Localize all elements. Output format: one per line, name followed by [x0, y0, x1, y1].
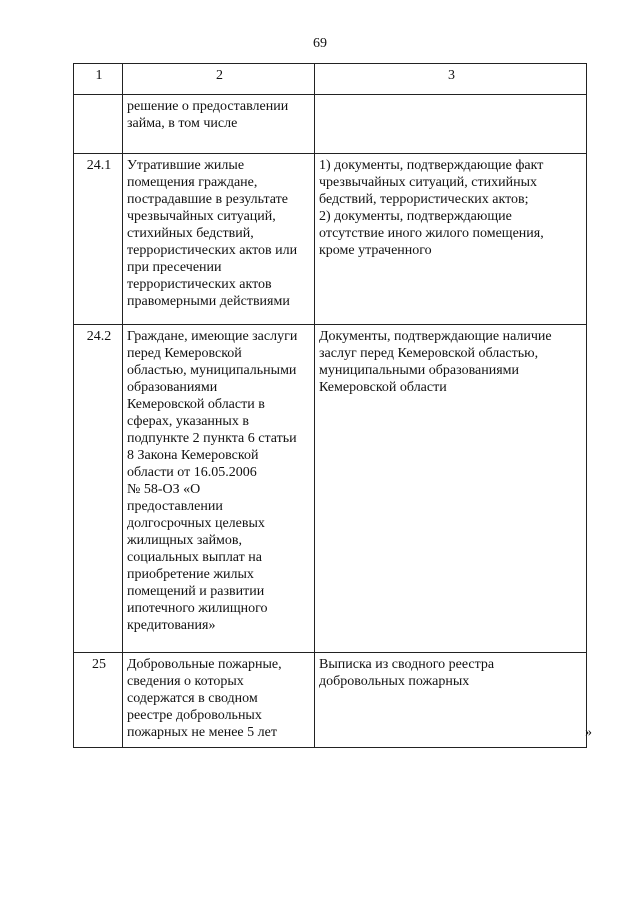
text-line: помещения граждане, [127, 175, 258, 190]
text-line: сферах, указанных в [127, 414, 249, 429]
text-line: предоставлении [127, 499, 223, 514]
text-line: кроме утраченного [319, 243, 432, 258]
description-cell [123, 154, 315, 325]
text-line: при пресечении [127, 260, 222, 275]
text-line: ипотечного жилищного [127, 601, 268, 616]
text-line: 1) документы, подтверждающие факт [319, 158, 544, 173]
documents-cell [315, 154, 587, 325]
text-line: решение о предоставлении [127, 99, 289, 114]
text-line: областью, муниципальными [127, 363, 297, 378]
text-line: реестре добровольных [127, 708, 262, 723]
description-cell [123, 325, 315, 653]
text-line: приобретение жилых [127, 567, 254, 582]
text-line: террористических актов или [127, 243, 298, 258]
text-line: террористических актов [127, 277, 272, 292]
text-line: 2) документы, подтверждающие [319, 209, 512, 224]
text-line: Добровольные пожарные, [127, 657, 282, 672]
text-line: пожарных не менее 5 лет [127, 725, 277, 740]
text-line: кредитования» [127, 618, 216, 633]
text-line: Утратившие жилые [127, 158, 245, 173]
header-col-3: 3 [315, 64, 587, 95]
text-line: займа, в том числе [127, 116, 238, 131]
text-line: пострадавшие в результате [127, 192, 288, 207]
documents-cell [315, 95, 587, 154]
documents-cell [315, 653, 587, 748]
page-number: 69 [313, 36, 327, 51]
text-line: № 58-ОЗ «О [127, 482, 201, 497]
row-number-cell: 24.1 [74, 154, 123, 325]
text-line: стихийных бедствий, [127, 226, 254, 241]
description-cell [123, 653, 315, 748]
text-line: долгосрочных целевых [127, 516, 265, 531]
text-line: чрезвычайных ситуаций, [127, 209, 276, 224]
closing-quote: » [585, 725, 592, 740]
header-col-1: 1 [74, 64, 123, 95]
text-line: заслуг перед Кемеровской областью, [319, 346, 539, 361]
text-line: бедствий, террористических актов; [319, 192, 529, 207]
text-line: Документы, подтверждающие наличие [319, 329, 552, 344]
text-line: сведения о которых [127, 674, 244, 689]
text-line: области от 16.05.2006 [127, 465, 257, 480]
text-line: Выписка из сводного реестра [319, 657, 495, 672]
text-line: правомерными действиями [127, 294, 290, 309]
row-number-cell: 24.2 [74, 325, 123, 653]
text-line: образованиями [127, 380, 218, 395]
text-line: муниципальными образованиями [319, 363, 519, 378]
row-number-cell: 25 [74, 653, 123, 748]
header-col-2: 2 [123, 64, 315, 95]
document-table [73, 63, 587, 748]
table-row [74, 154, 587, 325]
text-line: помещений и развитии [127, 584, 265, 599]
documents-cell [315, 325, 587, 653]
text-line: чрезвычайных ситуаций, стихийных [319, 175, 537, 190]
text-line: добровольных пожарных [319, 674, 470, 689]
text-line: Кемеровской области в [127, 397, 265, 412]
text-line: жилищных займов, [127, 533, 243, 548]
text-line: перед Кемеровской [127, 346, 242, 361]
continuation-row [74, 95, 587, 154]
text-line: содержатся в сводном [127, 691, 258, 706]
text-line: Кемеровской области [319, 380, 447, 395]
text-line: 8 Закона Кемеровской [127, 448, 259, 463]
text-line: подпункте 2 пункта 6 статьи [127, 431, 297, 446]
text-line: Граждане, имеющие заслуги [127, 329, 298, 344]
description-cell [123, 95, 315, 154]
table-row [74, 653, 587, 748]
text-line: социальных выплат на [127, 550, 262, 565]
table-header-row [74, 64, 587, 95]
row-number-cell [74, 95, 123, 154]
text-line: отсутствие иного жилого помещения, [319, 226, 544, 241]
table-row [74, 325, 587, 653]
